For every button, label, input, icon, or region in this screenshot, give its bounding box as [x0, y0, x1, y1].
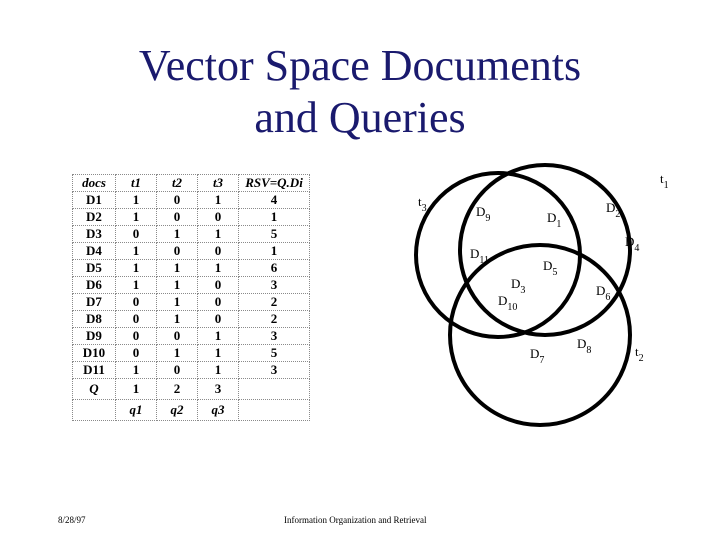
doc-label-d7-base: D — [530, 346, 540, 361]
table-cell: 1 — [116, 192, 157, 209]
table-cell: 2 — [157, 379, 198, 400]
header-rsv: RSV=Q.Di — [239, 175, 310, 192]
table-cell: 0 — [116, 345, 157, 362]
table-cell: 0 — [198, 311, 239, 328]
doc-label-d4-base: D — [625, 234, 635, 249]
table-cell: 1 — [157, 311, 198, 328]
doc-label-d11 — [470, 246, 489, 266]
circle-label-t1-subscript: 1 — [663, 180, 669, 191]
table-cell: 0 — [198, 277, 239, 294]
circle-label-t1 — [660, 171, 669, 191]
doc-label-d3-subscript: 3 — [520, 285, 526, 296]
table-cell: 1 — [157, 226, 198, 243]
header-docs: docs — [73, 175, 116, 192]
table-cell: 1 — [116, 277, 157, 294]
table-cell: 0 — [157, 243, 198, 260]
title-line-2: and Queries — [254, 93, 466, 142]
table-cell: D5 — [73, 260, 116, 277]
table-cell: 0 — [116, 226, 157, 243]
circle-label-t3-subscript: 3 — [421, 203, 427, 214]
table-cell: 1 — [198, 226, 239, 243]
table-cell: q3 — [198, 400, 239, 421]
table-cell: 0 — [116, 328, 157, 345]
table-cell: 6 — [239, 260, 310, 277]
table-cell: 1 — [198, 345, 239, 362]
doc-label-d7 — [530, 346, 544, 366]
table-cell: 1 — [239, 243, 310, 260]
doc-label-d6-base: D — [596, 283, 606, 298]
table-cell: 1 — [198, 362, 239, 379]
table-cell: D3 — [73, 226, 116, 243]
doc-label-d5-base: D — [543, 258, 553, 273]
table-cell: 0 — [157, 328, 198, 345]
table-cell: 1 — [157, 294, 198, 311]
table-cell: D10 — [73, 345, 116, 362]
table-cell: 1 — [157, 277, 198, 294]
doc-label-d8-base: D — [577, 336, 587, 351]
circle-label-t2-base: t — [635, 344, 639, 359]
table-cell: 1 — [239, 209, 310, 226]
circle-label-t1-base: t — [660, 171, 664, 186]
table-cell: 0 — [116, 294, 157, 311]
footer-source: Information Organization and Retrieval — [284, 515, 427, 525]
doc-label-d4 — [625, 234, 639, 254]
table-cell: q1 — [116, 400, 157, 421]
table-cell: D2 — [73, 209, 116, 226]
doc-label-d6-subscript: 6 — [605, 292, 611, 303]
doc-label-d2-subscript: 2 — [615, 209, 621, 220]
doc-label-d10-subscript: 10 — [507, 302, 518, 313]
table-cell: 1 — [116, 243, 157, 260]
table-cell: 1 — [198, 192, 239, 209]
doc-label-d6 — [596, 283, 610, 303]
table-cell: 0 — [157, 192, 198, 209]
doc-label-d9-subscript: 9 — [485, 213, 491, 224]
table-cell: 2 — [239, 311, 310, 328]
table-cell: 1 — [116, 362, 157, 379]
header-t2: t2 — [157, 175, 198, 192]
table-cell: 5 — [239, 345, 310, 362]
circle-label-t3 — [418, 194, 427, 214]
doc-label-d3 — [511, 276, 525, 296]
table-cell: 3 — [198, 379, 239, 400]
footer-date: 8/28/97 — [58, 515, 86, 525]
doc-label-d1-base: D — [547, 210, 557, 225]
header-t3: t3 — [198, 175, 239, 192]
doc-label-d5 — [543, 258, 557, 278]
doc-label-d1-subscript: 1 — [556, 219, 562, 230]
title-line-1: Vector Space Documents — [138, 41, 582, 90]
circle-label-t3-base: t — [418, 194, 422, 209]
table-cell: D6 — [73, 277, 116, 294]
table-cell: 1 — [157, 260, 198, 277]
doc-label-d3-base: D — [511, 276, 521, 291]
table-cell: D4 — [73, 243, 116, 260]
table-cell: 0 — [198, 209, 239, 226]
table-cell: Q — [73, 379, 116, 400]
table-cell: D8 — [73, 311, 116, 328]
table-cell: 1 — [116, 260, 157, 277]
doc-label-d9 — [476, 204, 490, 224]
circle-t1 — [460, 165, 630, 335]
table-cell: D7 — [73, 294, 116, 311]
table-cell: 2 — [239, 294, 310, 311]
table-cell: 1 — [116, 209, 157, 226]
circle-label-t2-subscript: 2 — [638, 353, 644, 364]
doc-label-d8-subscript: 8 — [586, 345, 592, 356]
doc-label-d11-subscript: 11 — [479, 255, 490, 266]
doc-label-d2-base: D — [606, 200, 616, 215]
doc-label-d5-subscript: 5 — [552, 267, 558, 278]
table-cell: 0 — [198, 294, 239, 311]
table-cell: 0 — [157, 209, 198, 226]
doc-label-d10-base: D — [498, 293, 508, 308]
table-cell: 3 — [239, 362, 310, 379]
table-cell: D1 — [73, 192, 116, 209]
table-cell: 1 — [198, 260, 239, 277]
table-cell: 5 — [239, 226, 310, 243]
table-cell: 1 — [198, 328, 239, 345]
table-cell: 0 — [198, 243, 239, 260]
doc-label-d1 — [547, 210, 561, 230]
doc-label-d4-subscript: 4 — [634, 243, 640, 254]
table-cell: 3 — [239, 277, 310, 294]
doc-label-d11-base: D — [470, 246, 480, 261]
table-cell: D9 — [73, 328, 116, 345]
table-cell: 0 — [157, 362, 198, 379]
doc-label-d8 — [577, 336, 591, 356]
table-cell: 0 — [116, 311, 157, 328]
doc-label-d9-base: D — [476, 204, 486, 219]
table-cell: 4 — [239, 192, 310, 209]
header-t1: t1 — [116, 175, 157, 192]
table-cell: q2 — [157, 400, 198, 421]
table-cell: 1 — [157, 345, 198, 362]
table-cell: 1 — [116, 379, 157, 400]
table-cell: D11 — [73, 362, 116, 379]
doc-label-d2 — [606, 200, 620, 220]
doc-label-d7-subscript: 7 — [539, 355, 545, 366]
doc-label-d10 — [498, 293, 517, 313]
circle-label-t2 — [635, 344, 644, 364]
table-cell: 3 — [239, 328, 310, 345]
